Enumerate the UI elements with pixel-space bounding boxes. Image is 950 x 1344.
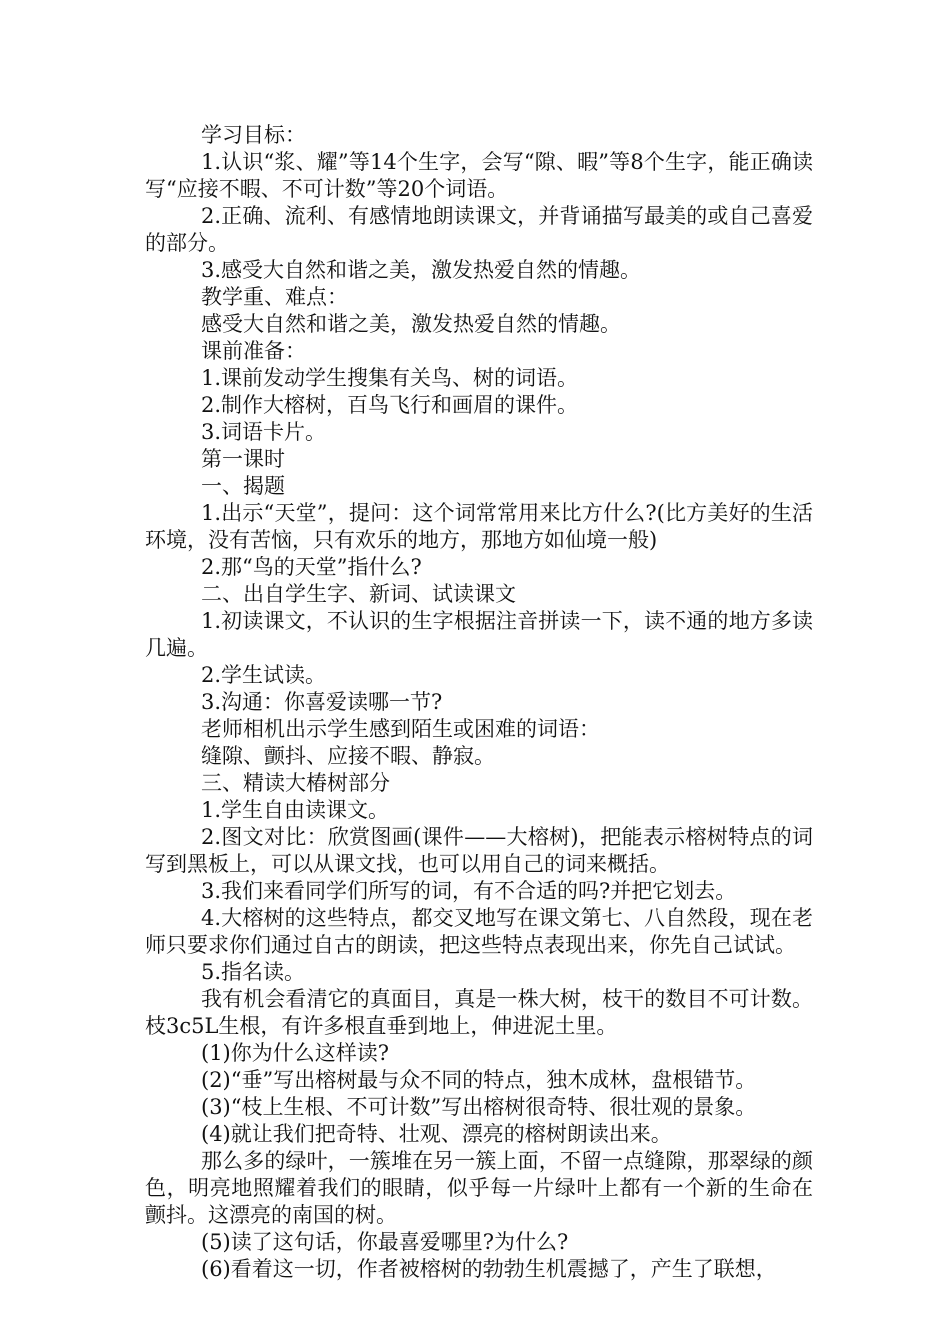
paragraph-section-1-item-1: 1.出示“天堂”，提问：这个词常常用来比方什么?(比方美好的生活环境，没有苦恼，只有欢乐的地方，那地方如仙境一般) — [145, 501, 813, 552]
paragraph-question-2: (2)“垂”写出榕树最与众不同的特点，独木成林，盘根错节。 — [201, 1068, 757, 1092]
paragraph-question-1: (1)你为什么这样读? — [201, 1041, 390, 1065]
paragraph-learning-goals-heading: 学习目标： — [201, 123, 306, 147]
document-body — [145, 122, 813, 1283]
paragraph-section-3-heading: 三、精读大椿树部分 — [201, 771, 390, 795]
paragraph-section-3-item-1: 1.学生自由读课文。 — [201, 798, 390, 822]
paragraph-key-points-heading: 教学重、难点： — [201, 285, 348, 309]
paragraph-section-1-item-2: 2.那“鸟的天堂”指什么? — [201, 555, 422, 579]
paragraph-goal-3: 3.感受大自然和谐之美，激发热爱自然的情趣。 — [201, 258, 642, 282]
paragraph-preparation-heading: 课前准备： — [201, 339, 306, 363]
paragraph-section-2-item-2: 2.学生试读。 — [201, 663, 327, 687]
paragraph-goal-2: 2.正确、流利、有感情地朗读课文，并背诵描写最美的或自己喜爱的部分。 — [145, 204, 813, 255]
paragraph-preparation-1: 1.课前发动学生搜集有关鸟、树的词语。 — [201, 366, 579, 390]
paragraph-section-3-item-3: 3.我们来看同学们所写的词，有不合适的吗?并把它划去。 — [201, 879, 737, 903]
paragraph-teacher-note: 老师相机出示学生感到陌生或困难的词语： — [201, 717, 600, 741]
paragraph-section-3-item-5: 5.指名读。 — [201, 960, 306, 984]
paragraph-section-3-item-4: 4.大榕树的这些特点，都交叉地写在课文第七、八自然段，现在老师只要求你们通过自古的朗读，把这些特点表现出来，你先自己试试。 — [145, 906, 813, 957]
paragraph-question-5: (5)读了这句话，你最喜爱哪里?为什么? — [201, 1230, 569, 1254]
paragraph-lesson-1-heading: 第一课时 — [201, 447, 285, 471]
paragraph-question-4: (4)就让我们把奇特、壮观、漂亮的榕树朗读出来。 — [201, 1122, 672, 1146]
paragraph-question-6: (6)看着这一切，作者被榕树的勃勃生机震撼了，产生了联想， — [201, 1257, 777, 1281]
paragraph-question-3: (3)“枝上生根、不可计数”写出榕树很奇特、很壮观的景象。 — [201, 1095, 757, 1119]
paragraph-section-2-item-1: 1.初读课文，不认识的生字根据注音拼读一下，读不通的地方多读几遍。 — [145, 609, 813, 660]
paragraph-section-2-heading: 二、出自学生字、新词、试读课文 — [201, 582, 516, 606]
paragraph-vocabulary: 缝隙、颤抖、应接不暇、静寂。 — [201, 744, 495, 768]
paragraph-section-1-heading: 一、揭题 — [201, 474, 285, 498]
paragraph-quote-1: 我有机会看清它的真面目，真是一株大树，枝干的数目不可计数。枝3c5L生根，有许多根直垂到地上，伸进泥土里。 — [145, 987, 813, 1038]
paragraph-quote-2: 那么多的绿叶，一簇堆在另一簇上面，不留一点缝隙，那翠绿的颜色，明亮地照耀着我们的眼睛，似乎每一片绿叶上都有一个新的生命在颤抖。这漂亮的南国的树。 — [145, 1149, 813, 1227]
paragraph-goal-1: 1.认识“浆、耀”等14个生字，会写“隙、暇”等8个生字，能正确读写“应接不暇、不可计数”等20个词语。 — [145, 150, 813, 201]
paragraph-section-3-item-2: 2.图文对比：欣赏图画(课件——大榕树)，把能表示榕树特点的词写到黑板上，可以从课文找，也可以用自己的词来概括。 — [145, 825, 813, 876]
paragraph-preparation-3: 3.词语卡片。 — [201, 420, 327, 444]
paragraph-preparation-2: 2.制作大榕树，百鸟飞行和画眉的课件。 — [201, 393, 579, 417]
paragraph-section-2-item-3: 3.沟通：你喜爱读哪一节? — [201, 690, 443, 714]
paragraph-key-points: 感受大自然和谐之美，激发热爱自然的情趣。 — [201, 312, 621, 336]
